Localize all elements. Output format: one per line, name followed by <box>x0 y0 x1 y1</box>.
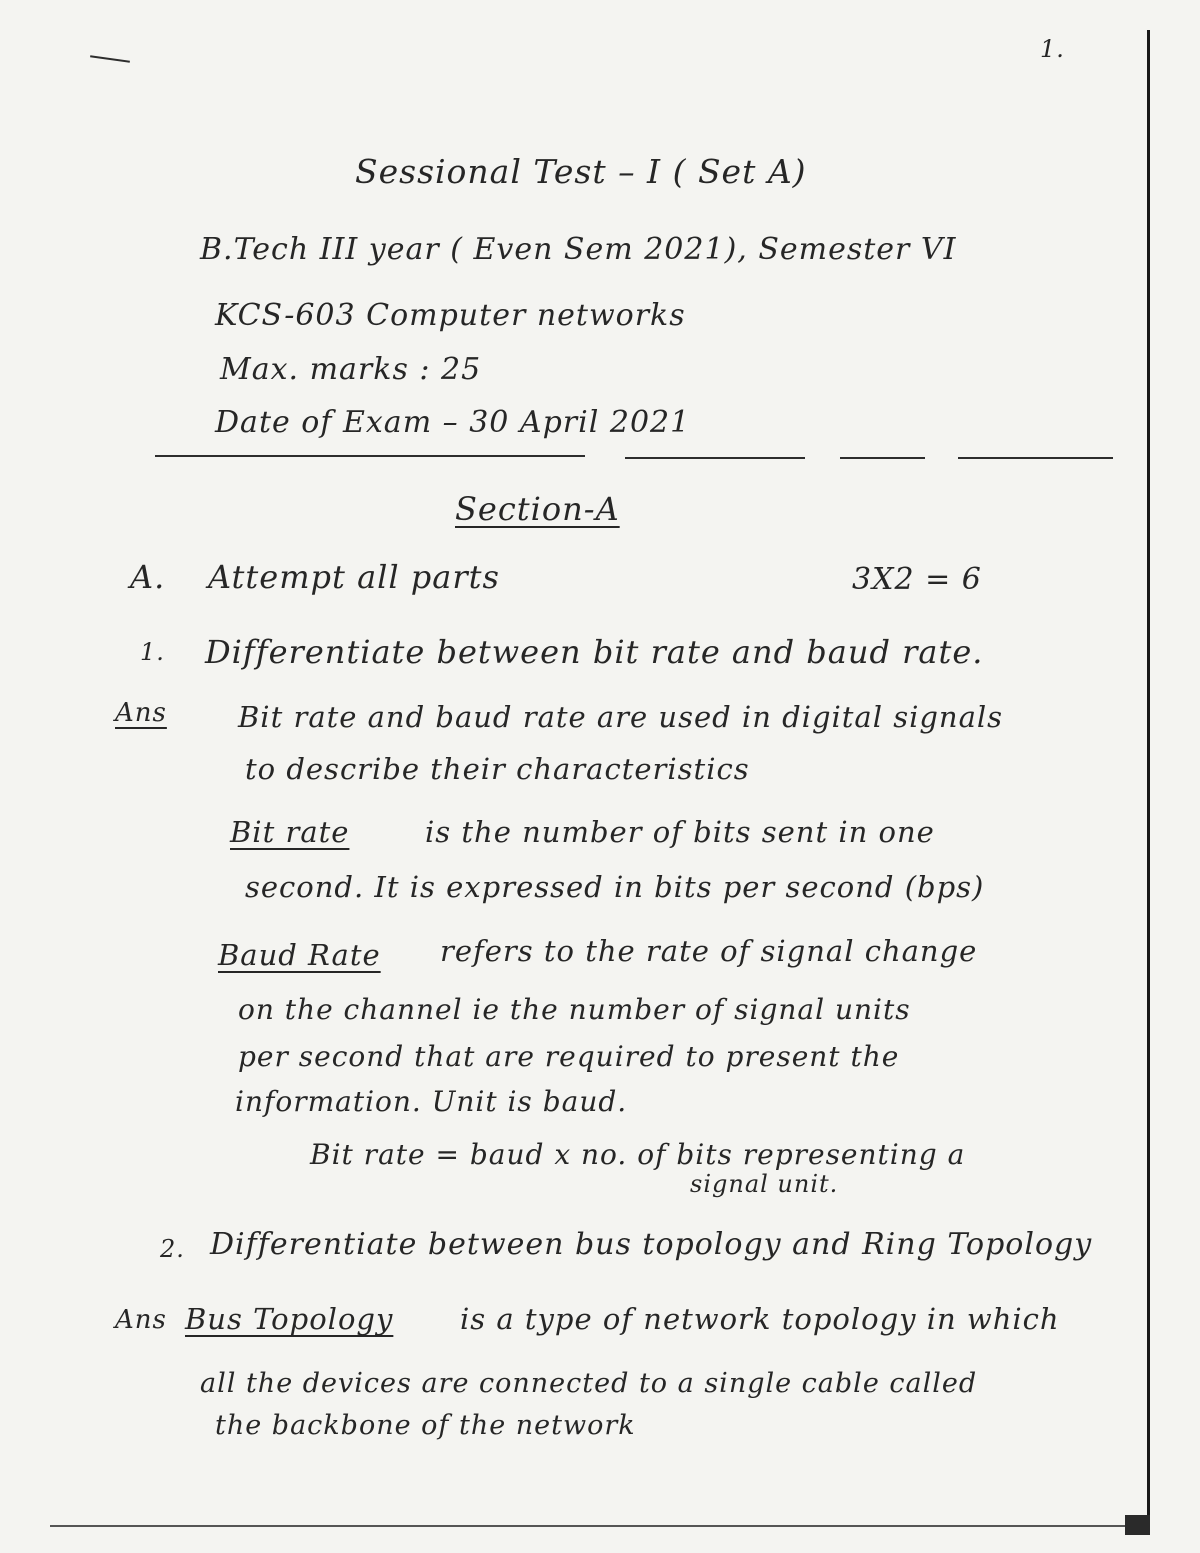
section-label: A. <box>130 558 166 596</box>
question-text: Differentiate between bit rate and baud rate. <box>205 633 984 671</box>
answer-label: Ans <box>115 698 167 728</box>
exam-date-line: Date of Exam – 30 April 2021 <box>215 405 691 440</box>
scan-mark <box>90 55 130 63</box>
subject-line: KCS-603 Computer networks <box>215 298 686 333</box>
answer-line: on the channel ie the number of signal units <box>238 993 911 1026</box>
section-marks: 3X2 = 6 <box>852 562 982 597</box>
page-bottom-edge <box>50 1525 1150 1527</box>
answer-line: the backbone of the network <box>215 1410 636 1441</box>
answer-line: information. Unit is baud. <box>235 1085 628 1118</box>
term-baud-rate: Baud Rate <box>218 938 381 972</box>
question-number: 2. <box>160 1235 185 1263</box>
question-number: 1. <box>140 638 165 666</box>
corner-mark <box>1125 1515 1150 1535</box>
term-bit-rate: Bit rate <box>230 815 350 849</box>
section-instruction: Attempt all parts <box>208 558 500 596</box>
answer-line: refers to the rate of signal change <box>440 934 978 968</box>
question-text: Differentiate between bus topology and Ring Topology <box>210 1227 1093 1262</box>
page-edge <box>1147 30 1150 1520</box>
formula-line: signal unit. <box>690 1170 839 1198</box>
header-rule <box>155 455 585 457</box>
answer-line: to describe their characteristics <box>245 752 750 786</box>
answer-line: second. It is expressed in bits per second (bps) <box>245 870 985 904</box>
header-rule <box>958 457 1113 459</box>
section-title: Section-A <box>455 490 620 528</box>
answer-label: Ans <box>115 1305 167 1335</box>
header-rule <box>625 457 805 459</box>
course-line: B.Tech III year ( Even Sem 2021), Semester VI <box>200 232 957 267</box>
answer-line: per second that are required to present the <box>238 1040 900 1073</box>
answer-line: all the devices are connected to a single cable called <box>200 1368 978 1399</box>
formula-line: Bit rate = baud x no. of bits representing a <box>310 1138 966 1171</box>
term-bus-topology: Bus Topology <box>185 1302 394 1336</box>
answer-line: is the number of bits sent in one <box>425 815 935 849</box>
answer-line: Bit rate and baud rate are used in digital signals <box>238 700 1004 734</box>
header-rule <box>840 457 925 459</box>
max-marks-line: Max. marks : 25 <box>220 352 482 387</box>
answer-line: is a type of network topology in which <box>460 1302 1060 1336</box>
exam-title: Sessional Test – I ( Set A) <box>355 152 807 191</box>
page-number: 1. <box>1040 35 1065 63</box>
